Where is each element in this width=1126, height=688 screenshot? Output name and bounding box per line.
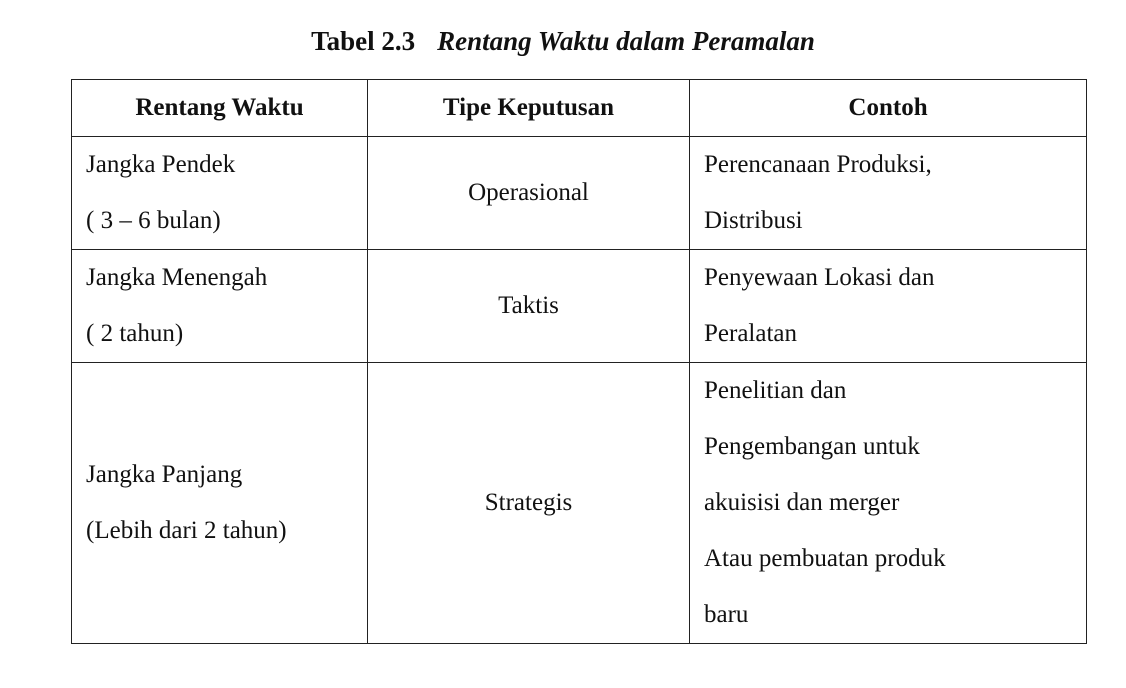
example-line: Penelitian dan bbox=[704, 377, 847, 404]
example-line: akuisisi dan merger bbox=[704, 489, 900, 516]
header-row bbox=[72, 80, 1087, 137]
range-cell bbox=[72, 250, 368, 363]
table-row bbox=[72, 363, 1087, 644]
range-label: Jangka Menengah bbox=[86, 264, 268, 291]
table-caption bbox=[0, 26, 1126, 57]
table-number: Tabel 2.3 bbox=[311, 26, 416, 56]
header-contoh: Contoh bbox=[690, 80, 1087, 137]
example-line: Pengembangan untuk bbox=[704, 433, 920, 460]
decision-cell: Operasional bbox=[368, 137, 690, 250]
example-cell bbox=[690, 137, 1087, 250]
range-label: Jangka Panjang bbox=[86, 461, 243, 488]
range-cell bbox=[72, 363, 368, 644]
example-line: Penyewaan Lokasi dan bbox=[704, 264, 935, 291]
forecast-time-range-table bbox=[71, 79, 1087, 644]
header-tipe-keputusan: Tipe Keputusan bbox=[368, 80, 690, 137]
decision-cell: Strategis bbox=[368, 363, 690, 644]
range-cell bbox=[72, 137, 368, 250]
table-title: Rentang Waktu dalam Peramalan bbox=[437, 26, 815, 56]
decision-cell: Taktis bbox=[368, 250, 690, 363]
example-cell bbox=[690, 363, 1087, 644]
range-duration: ( 3 – 6 bulan) bbox=[86, 207, 221, 234]
example-line: Distribusi bbox=[704, 207, 803, 234]
table-row bbox=[72, 250, 1087, 363]
example-line: Perencanaan Produksi, bbox=[704, 151, 932, 178]
example-line: baru bbox=[704, 601, 749, 628]
range-duration: (Lebih dari 2 tahun) bbox=[86, 517, 287, 544]
header-rentang-waktu: Rentang Waktu bbox=[72, 80, 368, 137]
range-duration: ( 2 tahun) bbox=[86, 320, 184, 347]
table-row bbox=[72, 137, 1087, 250]
example-line: Atau pembuatan produk bbox=[704, 545, 946, 572]
range-label: Jangka Pendek bbox=[86, 151, 236, 178]
example-cell bbox=[690, 250, 1087, 363]
example-line: Peralatan bbox=[704, 320, 798, 347]
